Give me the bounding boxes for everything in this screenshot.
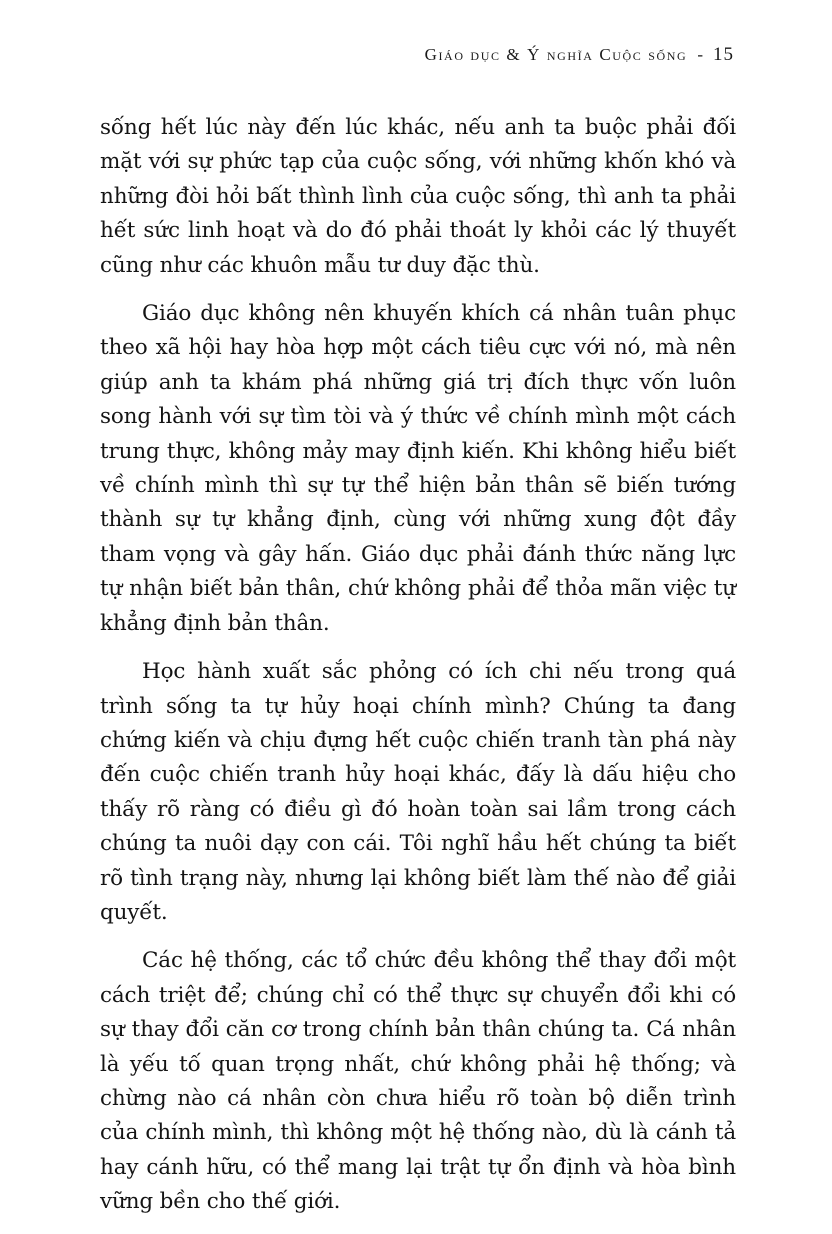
paragraph-continued: sống hết lúc này đến lúc khác, nếu anh ta buộc phải đối mặt với sự phức tạp của cuộc sống, với những khốn khó và những đòi hỏi bất thình lình của cuộc sống, thì anh ta phải hết sức linh hoạt và do đó phải thoát ly khỏi các lý thuyết cũng như các khuôn mẫu tư duy đặc thù. (100, 115, 736, 278)
paragraph: Học hành xuất sắc phỏng có ích chi nếu trong quá trình sống ta tự hủy hoại chính mình? Chúng ta đang chứng kiến và chịu đựng hết cuộc chiến tranh tàn phá này đến cuộc chiến tranh hủy hoại khác, đấy là dấu hiệu cho thấy rõ ràng có điều gì đó hoàn toàn sai lầm trong cách chúng ta nuôi dạy con cái. Tôi nghĩ hầu hết chúng ta biết rõ tình trạng này, nhưng lại không biết làm thế nào để giải quyết. (100, 659, 736, 925)
paragraph: Giáo dục không nên khuyến khích cá nhân tuân phục theo xã hội hay hòa hợp một cách tiêu cực với nó, mà nên giúp anh ta khám phá những giá trị đích thực vốn luôn song hành với sự tìm tòi và ý thức về chính mình một cách trung thực, không mảy may định kiến. Khi không hiểu biết về chính mình thì sự tự thể hiện bản thân sẽ biến tướng thành sự tự khẳng định, cùng với những xung đột đầy tham vọng và gây hấn. Giáo dục phải đánh thức năng lực tự nhận biết bản thân, chứ không phải để thỏa mãn việc tự khẳng định bản thân. (100, 301, 736, 636)
body-text (100, 111, 736, 1234)
header-separator: - (697, 45, 703, 64)
page-number: 15 (713, 44, 734, 65)
running-title: Giáo dục & Ý nghĩa Cuộc sống (424, 45, 688, 64)
paragraph: Các hệ thống, các tổ chức đều không thể thay đổi một cách triệt để; chúng chỉ có thể thực sự chuyển đổi khi có sự thay đổi căn cơ trong chính bản thân chúng ta. Cá nhân là yếu tố quan trọng nhất, chứ không phải hệ thống; và chừng nào cá nhân còn chưa hiểu rõ toàn bộ diễn trình của chính mình, thì không một hệ thống nào, dù là cánh tả hay cánh hữu, có thể mang lại trật tự ổn định và hòa bình vững bền cho thế giới. (100, 948, 736, 1215)
running-header (425, 44, 734, 66)
